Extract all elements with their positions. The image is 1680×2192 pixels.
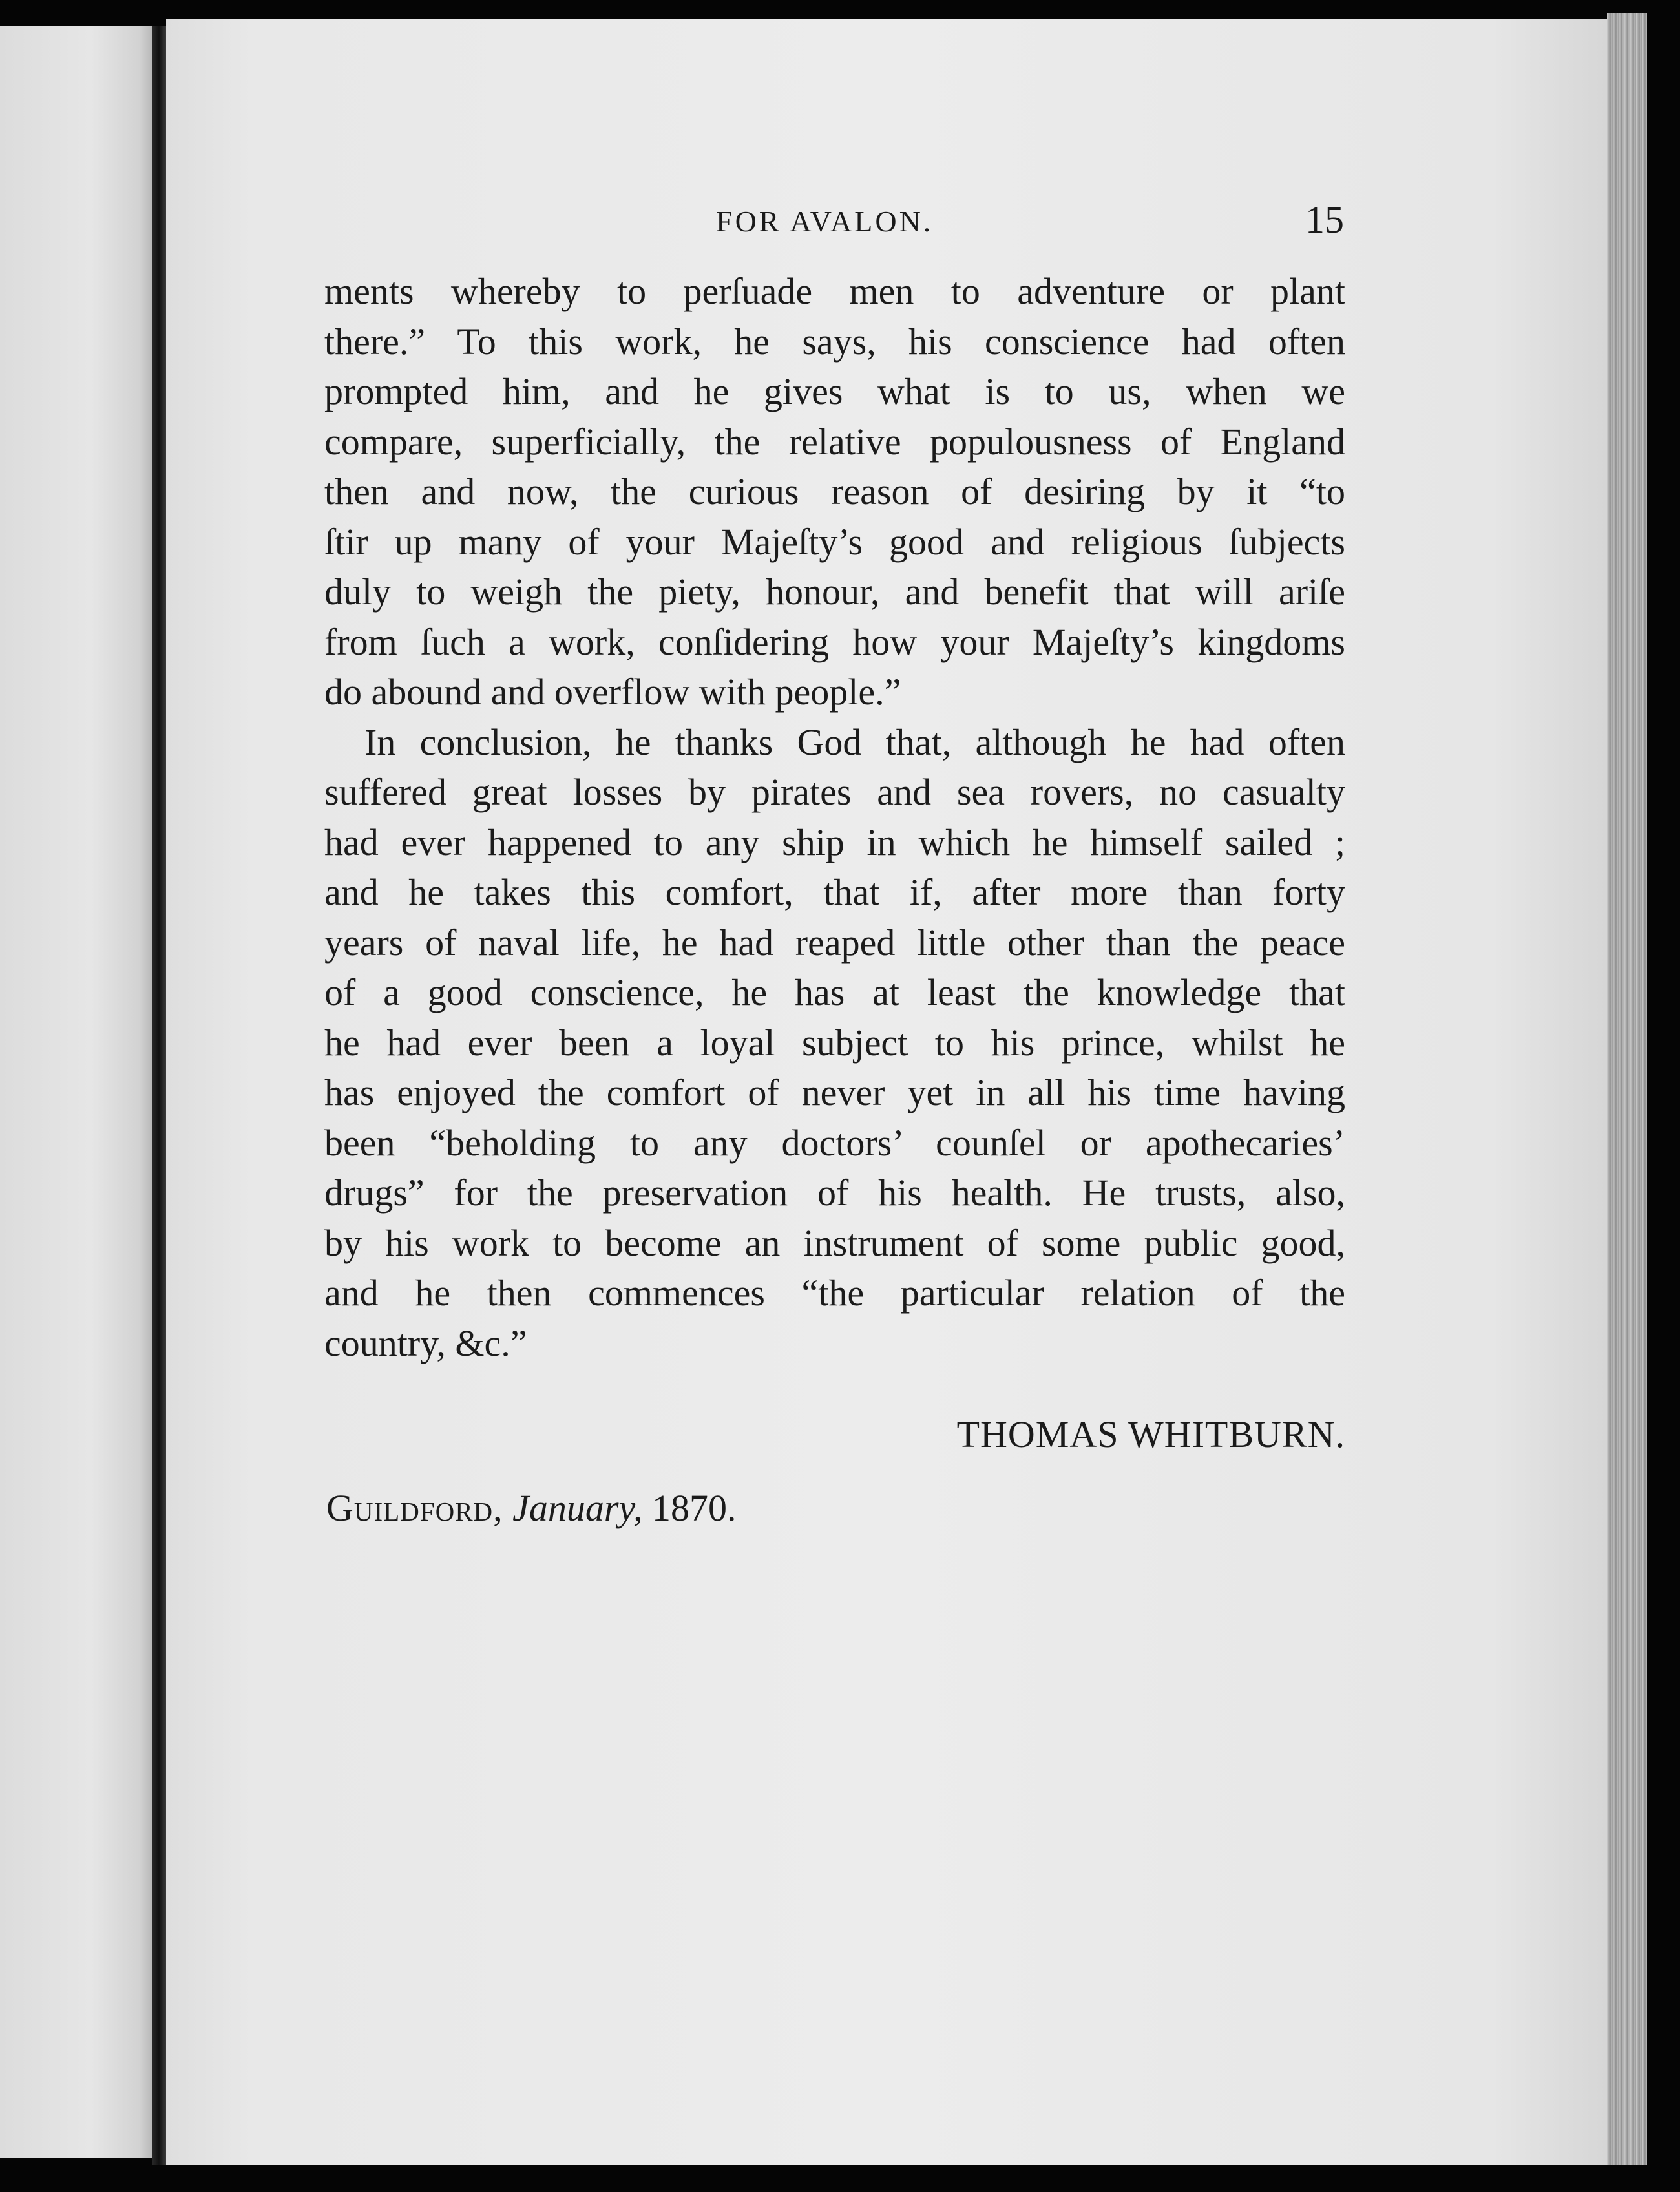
text-line: had ever happened to any ship in which he himself sailed ; xyxy=(324,821,1345,863)
text-line: ſtir up many of your Majeſty’s good and religious ſubjects xyxy=(324,520,1345,563)
text-line: has enjoyed the comfort of never yet in all his time having xyxy=(324,1071,1345,1113)
text-line: country, &c.” xyxy=(324,1322,527,1364)
page-edge-stack xyxy=(1607,13,1647,2165)
dateline-place: Guildford, xyxy=(326,1487,503,1529)
text-line: suffered great losses by pirates and sea rovers, no casualty xyxy=(324,771,1345,813)
body-text xyxy=(324,266,1345,1368)
text-line: been “beholding to any doctors’ counſel or apothecaries’ xyxy=(324,1121,1345,1164)
dateline-month: January, xyxy=(512,1487,643,1529)
text-line: compare, superficially, the relative populousness of England xyxy=(324,420,1345,463)
text-line: In conclusion, he thanks God that, although he had often xyxy=(364,721,1345,763)
text-line: prompted him, and he gives what is to us, when we xyxy=(324,370,1345,412)
text-line: do abound and overflow with people.” xyxy=(324,671,901,713)
paragraph-1 xyxy=(324,266,1345,717)
paragraph-2 xyxy=(324,717,1345,1369)
text-line: years of naval life, he had reaped little other than the peace xyxy=(324,921,1345,964)
page-number: 15 xyxy=(1305,198,1344,241)
running-head: FOR AVALON. xyxy=(716,205,934,238)
text-line: and he takes this comfort, that if, after more than forty xyxy=(324,871,1345,913)
facing-page-edge xyxy=(0,26,152,2158)
text-line: of a good conscience, he has at least the knowledge that xyxy=(324,971,1345,1013)
text-line: ments whereby to perſuade men to adventure or plant xyxy=(324,270,1345,312)
text-line: from ſuch a work, conſidering how your Majeſty’s kingdoms xyxy=(324,620,1345,663)
text-line: and he then commences “the particular relation of the xyxy=(324,1272,1345,1314)
book-gutter xyxy=(152,26,166,2165)
text-line: then and now, the curious reason of desiring by it “to xyxy=(324,470,1345,512)
dateline-year: 1870. xyxy=(652,1487,737,1529)
dateline xyxy=(326,1486,737,1530)
text-line: by his work to become an instrument of some public good, xyxy=(324,1221,1345,1264)
text-line: duly to weigh the piety, honour, and benefit that will ariſe xyxy=(324,571,1345,613)
text-line: drugs” for the preservation of his health. He trusts, also, xyxy=(324,1172,1345,1214)
text-line: he had ever been a loyal subject to his prince, whilst he xyxy=(324,1021,1345,1064)
author-signature: THOMAS WHITBURN. xyxy=(956,1413,1345,1455)
text-line: there.” To this work, he says, his conscience had often xyxy=(324,320,1345,363)
